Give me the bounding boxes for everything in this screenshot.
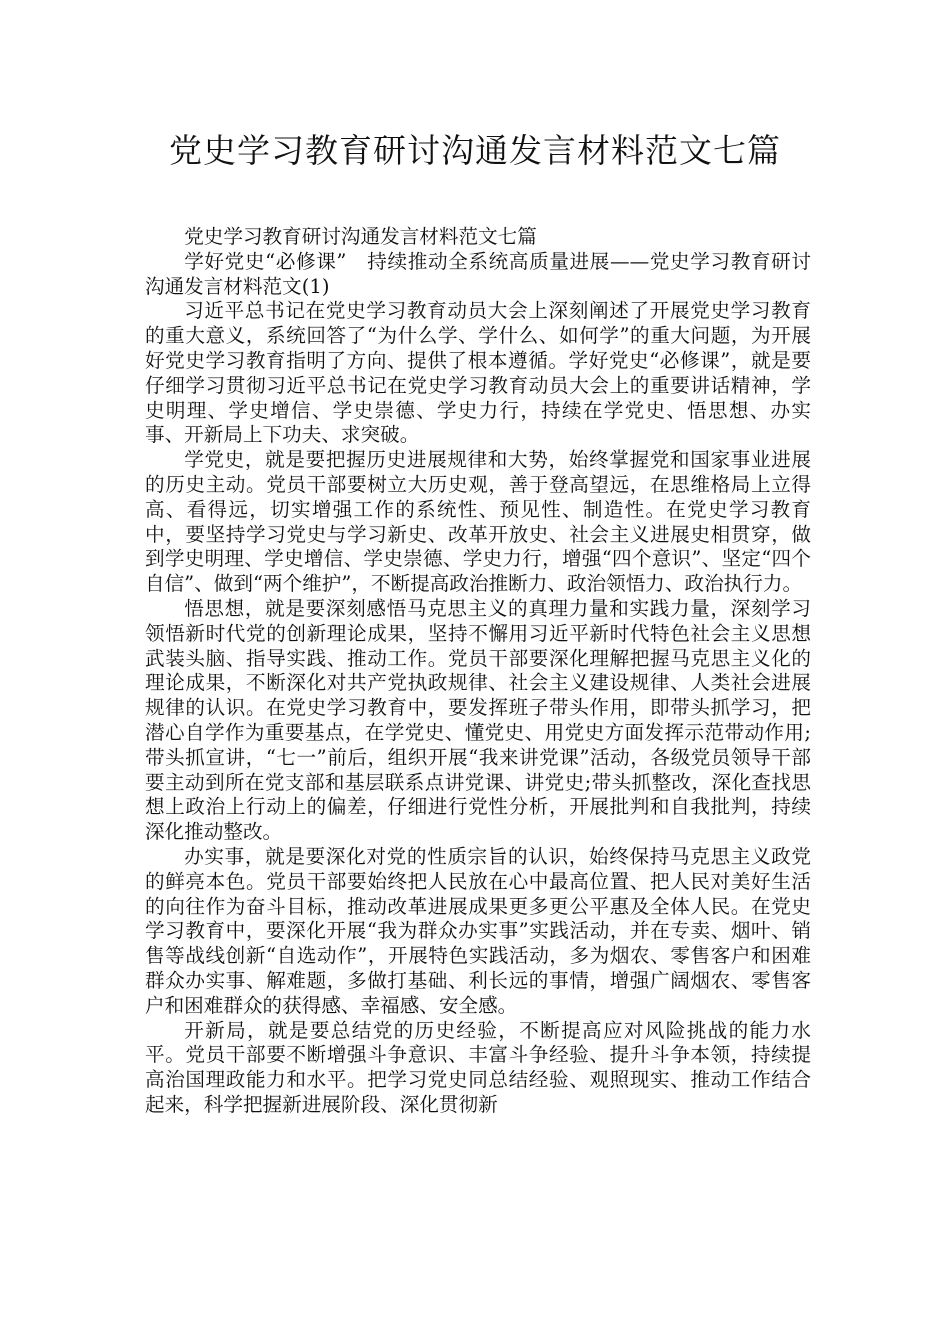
body-paragraph: 学党史，就是要把握历史进展规律和大势，始终掌握党和国家事业进展的历史主动。党员干部要树立大历史观，善于登高望远，在思维格局上立得高、看得远，切实增强工作的系统性、预见性、制造性。在党史学习教育中，要坚持学习党史与学习新史、改革开放史、社会主义进展史相贯穿，做到学史明理、学史增信、学史崇德、学史力行，增强“四个意识”、坚定“四个自信”、做到“两个维护”，不断提高政治推断力、政治领悟力、政治执行力。 <box>145 448 811 596</box>
body-paragraph: 办实事，就是要深化对党的性质宗旨的认识，始终保持马克思主义政党的鲜亮本色。党员干部要始终把人民放在心中最高位置、把人民对美好生活的向往作为奋斗目标，推动改革进展成果更多更公平惠及全体人民。在党史学习教育中，要深化开展“我为群众办实事”实践活动，并在专卖、烟叶、销售等战线创新“自选动作”，开展特色实践活动，多为烟农、零售客户和困难群众办实事、解难题，多做打基础、利长远的事情，增强广阔烟农、零售客户和困难群众的获得感、幸福感、安全感。 <box>145 844 811 1017</box>
section-heading-paragraph: 学好党史“必修课” 持续推动全系统高质量进展——党史学习教育研讨沟通发言材料范文(1) <box>145 249 811 298</box>
body-paragraph: 悟思想，就是要深刻感悟马克思主义的真理力量和实践力量，深刻学习领悟新时代党的创新理论成果，坚持不懈用习近平新时代特色社会主义思想武装头脑、指导实践、推动工作。党员干部要深化理解把握马克思主义化的理论成果，不断深化对共产党执政规律、社会主义建设规律、人类社会进展规律的认识。在党史学习教育中，要发挥班子带头作用，即带头抓学习，把潜心自学作为重要基点，在学党史、懂党史、用党史方面发挥示范带动作用;带头抓宣讲，“七一”前后，组织开展“我来讲党课”活动，各级党员领导干部要主动到所在党支部和基层联系点讲党课、讲党史;带头抓整改，深化查找思想上政治上行动上的偏差，仔细进行党性分析，开展批判和自我批判，持续深化推动整改。 <box>145 596 811 844</box>
document-body <box>145 225 811 1118</box>
body-paragraph: 习近平总书记在党史学习教育动员大会上深刻阐述了开展党史学习教育的重大意义，系统回答了“为什么学、学什么、如何学”的重大问题，为开展好党史学习教育指明了方向、提供了根本遵循。学好党史“必修课”，就是要仔细学习贯彻习近平总书记在党史学习教育动员大会上的重要讲话精神，学史明理、学史增信、学史崇德、学史力行，持续在学党史、悟思想、办实事、开新局上下功夫、求突破。 <box>145 299 811 447</box>
body-paragraph: 开新局，就是要总结党的历史经验，不断提高应对风险挑战的能力水平。党员干部要不断增强斗争意识、丰富斗争经验、提升斗争本领，持续提高治国理政能力和水平。把学习党史同总结经验、观照现实、推动工作结合起来，科学把握新进展阶段、深化贯彻新 <box>145 1018 811 1116</box>
document-title: 党史学习教育研讨沟通发言材料范文七篇 <box>169 131 781 170</box>
subtitle-paragraph: 党史学习教育研讨沟通发言材料范文七篇 <box>184 225 537 248</box>
